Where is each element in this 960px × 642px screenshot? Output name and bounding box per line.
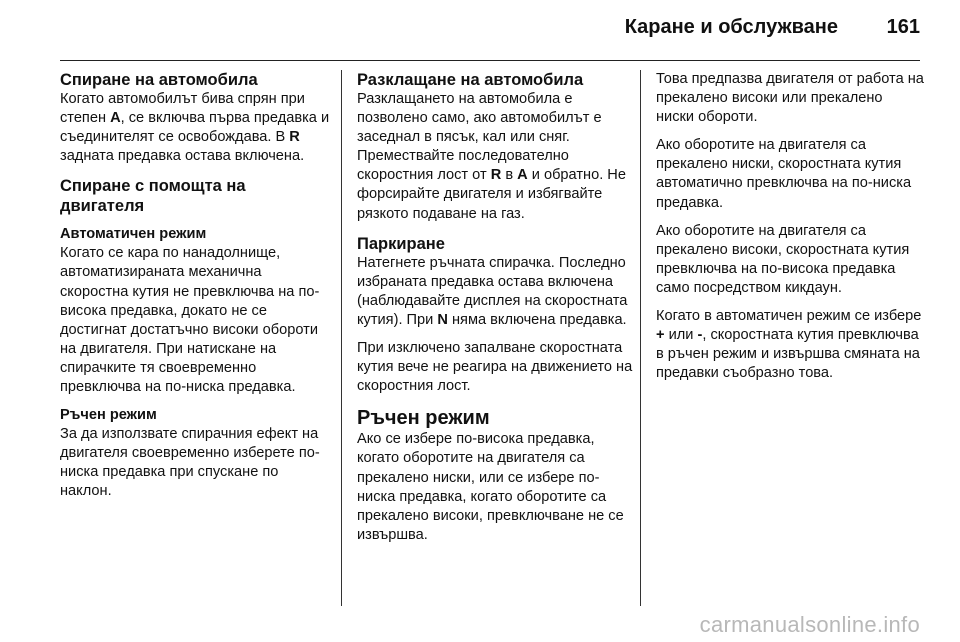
section-parking <box>357 234 637 397</box>
column-1 <box>60 70 332 512</box>
section-heading-engine-braking: Спиране с помощта на двигателя <box>60 177 246 216</box>
header-divider <box>60 60 920 61</box>
section-heading-manual-mode: Ръчен режим <box>357 407 490 430</box>
paragraph: При изключено запалване скоростната кутия вече не реагира на движението на скоростния лост. <box>357 340 633 395</box>
subheading-manual-mode: Ръчен режим <box>60 407 157 424</box>
section-stopping <box>60 70 332 166</box>
paragraph: Натегнете ръчната спирачка. Последно избраната предавка остава включена (наблюдавайте дисплея на скоростната кутия). При N няма включена предавка. <box>357 254 628 328</box>
paragraph: Когато в автоматичен режим се избере + или -, скоростната кутия превключва в ръчен режим и извършва смяната на предавки съобразно това. <box>656 308 922 382</box>
column-2 <box>357 70 637 555</box>
paragraph: Ако оборотите на двигателя са прекалено ниски, скоростната кутия автоматично превключва на по-ниска предавка. <box>656 137 912 211</box>
paragraph: Ако се избере по-висока предавка, когато оборотите на двигателя са прекалено ниски, или се избере по-ниска предавка, когато оборотите са прекалено високи, превключване не се извършва. <box>357 431 624 543</box>
page-number: 161 <box>886 16 920 38</box>
column-divider-1 <box>341 70 342 606</box>
page-header <box>0 0 960 60</box>
subheading-automatic-mode: Автоматичен режим <box>60 226 207 243</box>
section-rocking <box>357 70 637 224</box>
section-engine-braking <box>60 176 332 501</box>
paragraph: Ако оборотите на двигателя са прекалено високи, скоростната кутия превключва на по-висока предавка само посредством кикдаун. <box>656 222 910 296</box>
column-divider-2 <box>640 70 641 606</box>
paragraph: Когато автомобилът бива спрян при степен A, се включва първа предавка и съединителят се освобождава. В R задната предавка остава включена. <box>60 91 330 165</box>
chapter-title: Каране и обслужване <box>624 16 838 38</box>
section-manual-mode <box>357 406 637 545</box>
paragraph: За да използвате спирачния ефект на двигателя своевременно изберете по-ниска предавка при спускане по наклон. <box>60 426 320 500</box>
section-heading-rocking: Разклащане на автомобила <box>357 71 584 89</box>
section-heading-parking: Паркиране <box>357 234 445 253</box>
paragraph: Разклащането на автомобила е позволено само, ако автомобилът е заседнал в пясък, кал или сняг. Премествайте последователно скоростния лост от R в A и обратно. Не форсирайте двигателя и избягвайте рязкото подаване на газ. <box>357 91 626 222</box>
paragraph: Когато се кара по нанадолнище, автоматизираната механична скоростна кутия не превключва на по-висока предавка, докато не се достигнат достатъчно високи обороти на двигателя. При натискане на спирачките тя своевременно превключва на по-ниска предавка. <box>60 245 320 396</box>
watermark: carmanualsonline.info <box>699 612 920 637</box>
section-heading-stopping: Спиране на автомобила <box>60 71 258 89</box>
column-3 <box>656 70 924 392</box>
paragraph: Това предпазва двигателя от работа на прекалено високи или прекалено ниски обороти. <box>656 71 924 126</box>
